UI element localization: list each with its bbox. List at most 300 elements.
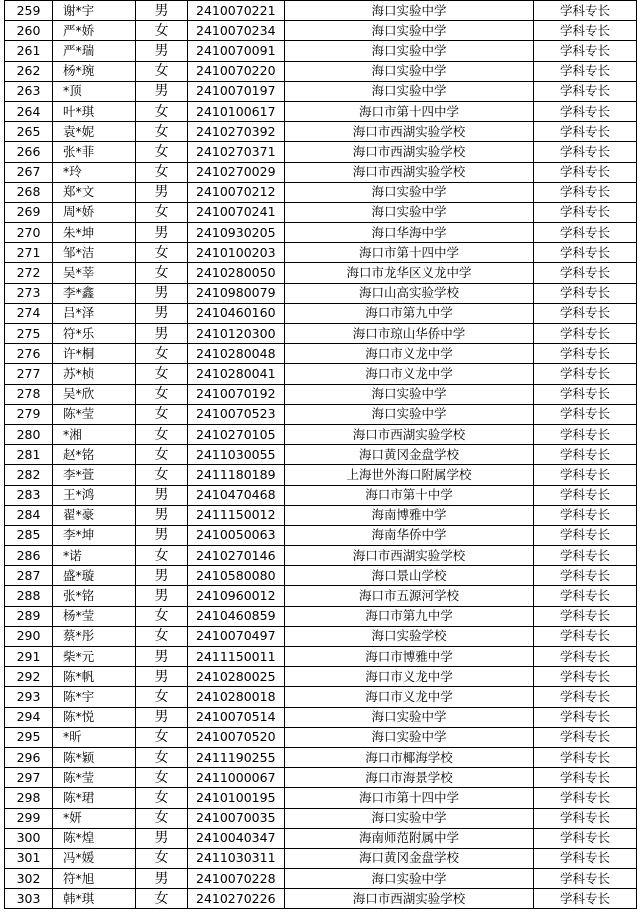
student-id-cell: 2410280048 — [188, 344, 285, 364]
category-cell: 学科专长 — [534, 606, 637, 626]
gender-cell: 女 — [136, 687, 188, 707]
school-cell: 海口实验中学 — [285, 727, 534, 747]
gender-cell: 男 — [136, 283, 188, 303]
gender-cell: 男 — [136, 828, 188, 848]
student-name-cell: 李*萱 — [53, 465, 136, 485]
row-number-cell: 271 — [5, 243, 53, 263]
gender-cell: 男 — [136, 41, 188, 61]
school-cell: 海口市义龙中学 — [285, 687, 534, 707]
school-cell: 海口市西湖实验学校 — [285, 162, 534, 182]
student-id-cell: 2410100203 — [188, 243, 285, 263]
student-name-cell: *妍 — [53, 808, 136, 828]
student-id-cell: 2410050063 — [188, 525, 285, 545]
row-number-cell: 287 — [5, 566, 53, 586]
student-name-cell: 袁*妮 — [53, 122, 136, 142]
student-id-cell: 2410120300 — [188, 324, 285, 344]
row-number-cell: 300 — [5, 828, 53, 848]
row-number-cell: 279 — [5, 404, 53, 424]
category-cell: 学科专长 — [534, 626, 637, 646]
student-id-cell: 2411030055 — [188, 445, 285, 465]
table-row — [5, 182, 637, 202]
student-name-cell: 许*桐 — [53, 344, 136, 364]
student-name-cell: 赵*铭 — [53, 445, 136, 465]
student-name-cell: 苏*桢 — [53, 364, 136, 384]
school-cell: 海口实验中学 — [285, 81, 534, 101]
school-cell: 海口市西湖实验学校 — [285, 889, 534, 909]
student-name-cell: 陈*莹 — [53, 768, 136, 788]
school-cell: 海口华海中学 — [285, 223, 534, 243]
student-id-cell: 2410070523 — [188, 404, 285, 424]
school-cell: 海口实验中学 — [285, 41, 534, 61]
category-cell: 学科专长 — [534, 223, 637, 243]
gender-cell: 男 — [136, 324, 188, 344]
row-number-cell: 259 — [5, 1, 53, 21]
school-cell: 海口市椰海学校 — [285, 747, 534, 767]
student-name-cell: *昕 — [53, 727, 136, 747]
student-name-cell: 符*旭 — [53, 869, 136, 889]
school-cell: 海口实验中学 — [285, 202, 534, 222]
school-cell: 海口山高实验学校 — [285, 283, 534, 303]
student-name-cell: 严*娇 — [53, 21, 136, 41]
category-cell: 学科专长 — [534, 263, 637, 283]
table-row — [5, 243, 637, 263]
student-name-cell: 吴*欣 — [53, 384, 136, 404]
table-row — [5, 344, 637, 364]
gender-cell: 女 — [136, 445, 188, 465]
table-row — [5, 707, 637, 727]
category-cell: 学科专长 — [534, 747, 637, 767]
table-row — [5, 324, 637, 344]
school-cell: 海口实验中学 — [285, 61, 534, 81]
school-cell: 海口实验中学 — [285, 1, 534, 21]
row-number-cell: 301 — [5, 848, 53, 868]
school-cell: 海口市西湖实验学校 — [285, 546, 534, 566]
student-id-cell: 2410270105 — [188, 424, 285, 444]
gender-cell: 女 — [136, 202, 188, 222]
school-cell: 海口实验中学 — [285, 21, 534, 41]
gender-cell: 男 — [136, 223, 188, 243]
gender-cell: 女 — [136, 788, 188, 808]
student-id-cell: 2410040347 — [188, 828, 285, 848]
student-id-cell: 2410270146 — [188, 546, 285, 566]
row-number-cell: 265 — [5, 122, 53, 142]
table-row — [5, 586, 637, 606]
gender-cell: 男 — [136, 505, 188, 525]
table-row — [5, 465, 637, 485]
gender-cell: 男 — [136, 182, 188, 202]
table-row — [5, 404, 637, 424]
student-id-cell: 2410470468 — [188, 485, 285, 505]
gender-cell: 女 — [136, 808, 188, 828]
student-name-cell: 陈*悦 — [53, 707, 136, 727]
school-cell: 海口市义龙中学 — [285, 364, 534, 384]
category-cell: 学科专长 — [534, 424, 637, 444]
row-number-cell: 266 — [5, 142, 53, 162]
school-cell: 海口市博雅中学 — [285, 647, 534, 667]
row-number-cell: 263 — [5, 81, 53, 101]
student-name-cell: 陈*宇 — [53, 687, 136, 707]
student-id-cell: 2411000067 — [188, 768, 285, 788]
school-cell: 海南华侨中学 — [285, 525, 534, 545]
student-name-cell: 符*乐 — [53, 324, 136, 344]
row-number-cell: 298 — [5, 788, 53, 808]
table-row — [5, 41, 637, 61]
table-row — [5, 687, 637, 707]
gender-cell: 男 — [136, 485, 188, 505]
category-cell: 学科专长 — [534, 566, 637, 586]
category-cell: 学科专长 — [534, 81, 637, 101]
row-number-cell: 276 — [5, 344, 53, 364]
student-name-cell: 柴*元 — [53, 647, 136, 667]
category-cell: 学科专长 — [534, 525, 637, 545]
category-cell: 学科专长 — [534, 707, 637, 727]
student-id-cell: 2410270226 — [188, 889, 285, 909]
student-id-cell: 2410070220 — [188, 61, 285, 81]
gender-cell: 女 — [136, 122, 188, 142]
student-id-cell: 2411190255 — [188, 747, 285, 767]
student-id-cell: 2411150011 — [188, 647, 285, 667]
school-cell: 海口实验中学 — [285, 182, 534, 202]
student-name-cell: 吴*莘 — [53, 263, 136, 283]
student-name-cell: 郑*文 — [53, 182, 136, 202]
student-id-cell: 2410280050 — [188, 263, 285, 283]
school-cell: 海口市海景学校 — [285, 768, 534, 788]
school-cell: 海口市龙华区义龙中学 — [285, 263, 534, 283]
student-name-cell: 杨*莹 — [53, 606, 136, 626]
row-number-cell: 267 — [5, 162, 53, 182]
category-cell: 学科专长 — [534, 727, 637, 747]
school-cell: 海口市第十中学 — [285, 485, 534, 505]
category-cell: 学科专长 — [534, 404, 637, 424]
category-cell: 学科专长 — [534, 1, 637, 21]
student-name-cell: 朱*坤 — [53, 223, 136, 243]
gender-cell: 男 — [136, 525, 188, 545]
gender-cell: 女 — [136, 61, 188, 81]
gender-cell: 女 — [136, 243, 188, 263]
row-number-cell: 269 — [5, 202, 53, 222]
category-cell: 学科专长 — [534, 101, 637, 121]
table-row — [5, 142, 637, 162]
school-cell: 海口黄冈金盘学校 — [285, 848, 534, 868]
table-body — [5, 1, 637, 909]
gender-cell: 女 — [136, 364, 188, 384]
category-cell: 学科专长 — [534, 21, 637, 41]
school-cell: 海口市第十四中学 — [285, 243, 534, 263]
student-id-cell: 2410960012 — [188, 586, 285, 606]
gender-cell: 男 — [136, 647, 188, 667]
student-name-cell: *顶 — [53, 81, 136, 101]
student-name-cell: 谢*宇 — [53, 1, 136, 21]
table-row — [5, 21, 637, 41]
table-row — [5, 303, 637, 323]
table-row — [5, 81, 637, 101]
gender-cell: 男 — [136, 586, 188, 606]
table-row — [5, 223, 637, 243]
category-cell: 学科专长 — [534, 788, 637, 808]
category-cell: 学科专长 — [534, 162, 637, 182]
student-id-cell: 2410070520 — [188, 727, 285, 747]
school-cell: 海口市义龙中学 — [285, 344, 534, 364]
student-name-cell: 冯*媛 — [53, 848, 136, 868]
table-row — [5, 162, 637, 182]
gender-cell: 女 — [136, 727, 188, 747]
school-cell: 海南师范附属中学 — [285, 828, 534, 848]
school-cell: 海口市西湖实验学校 — [285, 424, 534, 444]
category-cell: 学科专长 — [534, 202, 637, 222]
table-row — [5, 445, 637, 465]
table-row — [5, 101, 637, 121]
category-cell: 学科专长 — [534, 808, 637, 828]
table-row — [5, 122, 637, 142]
student-id-cell: 2410070234 — [188, 21, 285, 41]
gender-cell: 女 — [136, 162, 188, 182]
table-row — [5, 808, 637, 828]
table-row — [5, 828, 637, 848]
category-cell: 学科专长 — [534, 546, 637, 566]
row-number-cell: 294 — [5, 707, 53, 727]
gender-cell: 女 — [136, 142, 188, 162]
student-name-cell: 严*瑞 — [53, 41, 136, 61]
gender-cell: 女 — [136, 546, 188, 566]
table-row — [5, 505, 637, 525]
student-id-cell: 2410280018 — [188, 687, 285, 707]
table-row — [5, 283, 637, 303]
student-name-cell: 陈*珺 — [53, 788, 136, 808]
gender-cell: 男 — [136, 869, 188, 889]
gender-cell: 男 — [136, 566, 188, 586]
row-number-cell: 295 — [5, 727, 53, 747]
gender-cell: 女 — [136, 747, 188, 767]
table-row — [5, 788, 637, 808]
row-number-cell: 286 — [5, 546, 53, 566]
row-number-cell: 285 — [5, 525, 53, 545]
school-cell: 海口市义龙中学 — [285, 667, 534, 687]
student-id-cell: 2410070035 — [188, 808, 285, 828]
student-name-cell: 李*鑫 — [53, 283, 136, 303]
row-number-cell: 303 — [5, 889, 53, 909]
table-row — [5, 606, 637, 626]
gender-cell: 女 — [136, 768, 188, 788]
row-number-cell: 264 — [5, 101, 53, 121]
student-name-cell: 张*菲 — [53, 142, 136, 162]
student-id-cell: 2410930205 — [188, 223, 285, 243]
table-row — [5, 869, 637, 889]
student-list-table — [4, 0, 637, 909]
row-number-cell: 292 — [5, 667, 53, 687]
row-number-cell: 260 — [5, 21, 53, 41]
school-cell: 海口市西湖实验学校 — [285, 122, 534, 142]
category-cell: 学科专长 — [534, 41, 637, 61]
school-cell: 海口实验学校 — [285, 626, 534, 646]
gender-cell: 男 — [136, 667, 188, 687]
school-cell: 海口黄冈金盘学校 — [285, 445, 534, 465]
gender-cell: 女 — [136, 263, 188, 283]
category-cell: 学科专长 — [534, 61, 637, 81]
category-cell: 学科专长 — [534, 667, 637, 687]
student-name-cell: 陈*莹 — [53, 404, 136, 424]
student-id-cell: 2410270371 — [188, 142, 285, 162]
school-cell: 海口景山学校 — [285, 566, 534, 586]
school-cell: 海口市第九中学 — [285, 606, 534, 626]
row-number-cell: 281 — [5, 445, 53, 465]
student-id-cell: 2410070221 — [188, 1, 285, 21]
student-id-cell: 2410460160 — [188, 303, 285, 323]
student-id-cell: 2410280025 — [188, 667, 285, 687]
table-row — [5, 768, 637, 788]
student-name-cell: 周*娇 — [53, 202, 136, 222]
row-number-cell: 261 — [5, 41, 53, 61]
category-cell: 学科专长 — [534, 505, 637, 525]
student-name-cell: 陈*颖 — [53, 747, 136, 767]
row-number-cell: 296 — [5, 747, 53, 767]
table-row — [5, 546, 637, 566]
school-cell: 海口实验中学 — [285, 808, 534, 828]
student-name-cell: *玲 — [53, 162, 136, 182]
table-row — [5, 364, 637, 384]
category-cell: 学科专长 — [534, 303, 637, 323]
student-id-cell: 2410100617 — [188, 101, 285, 121]
row-number-cell: 302 — [5, 869, 53, 889]
row-number-cell: 268 — [5, 182, 53, 202]
row-number-cell: 297 — [5, 768, 53, 788]
student-id-cell: 2410100195 — [188, 788, 285, 808]
row-number-cell: 284 — [5, 505, 53, 525]
row-number-cell: 278 — [5, 384, 53, 404]
row-number-cell: 270 — [5, 223, 53, 243]
student-id-cell: 2410070212 — [188, 182, 285, 202]
row-number-cell: 262 — [5, 61, 53, 81]
row-number-cell: 291 — [5, 647, 53, 667]
row-number-cell: 272 — [5, 263, 53, 283]
category-cell: 学科专长 — [534, 465, 637, 485]
category-cell: 学科专长 — [534, 283, 637, 303]
category-cell: 学科专长 — [534, 869, 637, 889]
student-id-cell: 2410070497 — [188, 626, 285, 646]
student-id-cell: 2410070514 — [188, 707, 285, 727]
student-id-cell: 2410280041 — [188, 364, 285, 384]
category-cell: 学科专长 — [534, 243, 637, 263]
category-cell: 学科专长 — [534, 384, 637, 404]
gender-cell: 女 — [136, 889, 188, 909]
school-cell: 海口市琼山华侨中学 — [285, 324, 534, 344]
student-id-cell: 2410980079 — [188, 283, 285, 303]
gender-cell: 女 — [136, 384, 188, 404]
row-number-cell: 274 — [5, 303, 53, 323]
category-cell: 学科专长 — [534, 586, 637, 606]
student-name-cell: 李*坤 — [53, 525, 136, 545]
category-cell: 学科专长 — [534, 687, 637, 707]
student-id-cell: 2410070241 — [188, 202, 285, 222]
gender-cell: 女 — [136, 424, 188, 444]
school-cell: 海口实验中学 — [285, 869, 534, 889]
student-name-cell: *湘 — [53, 424, 136, 444]
row-number-cell: 273 — [5, 283, 53, 303]
student-name-cell: 邹*洁 — [53, 243, 136, 263]
category-cell: 学科专长 — [534, 324, 637, 344]
gender-cell: 女 — [136, 404, 188, 424]
student-name-cell: 盛*璇 — [53, 566, 136, 586]
school-cell: 海口实验中学 — [285, 707, 534, 727]
table-row — [5, 889, 637, 909]
student-id-cell: 2410580080 — [188, 566, 285, 586]
table-row — [5, 667, 637, 687]
student-id-cell: 2410270029 — [188, 162, 285, 182]
school-cell: 海口市第十四中学 — [285, 788, 534, 808]
school-cell: 上海世外海口附属学校 — [285, 465, 534, 485]
school-cell: 海口市第九中学 — [285, 303, 534, 323]
table-row — [5, 525, 637, 545]
category-cell: 学科专长 — [534, 122, 637, 142]
table-row — [5, 1, 637, 21]
table-row — [5, 647, 637, 667]
category-cell: 学科专长 — [534, 848, 637, 868]
student-name-cell: 王*鸿 — [53, 485, 136, 505]
table-row — [5, 848, 637, 868]
student-name-cell: 吕*泽 — [53, 303, 136, 323]
category-cell: 学科专长 — [534, 142, 637, 162]
table-row — [5, 485, 637, 505]
row-number-cell: 275 — [5, 324, 53, 344]
gender-cell: 女 — [136, 606, 188, 626]
school-cell: 海南博雅中学 — [285, 505, 534, 525]
table-row — [5, 202, 637, 222]
row-number-cell: 282 — [5, 465, 53, 485]
student-id-cell: 2410460859 — [188, 606, 285, 626]
row-number-cell: 288 — [5, 586, 53, 606]
student-id-cell: 2410070228 — [188, 869, 285, 889]
category-cell: 学科专长 — [534, 344, 637, 364]
category-cell: 学科专长 — [534, 889, 637, 909]
student-id-cell: 2411030311 — [188, 848, 285, 868]
row-number-cell: 293 — [5, 687, 53, 707]
category-cell: 学科专长 — [534, 828, 637, 848]
student-id-cell: 2410070091 — [188, 41, 285, 61]
school-cell: 海口实验中学 — [285, 384, 534, 404]
gender-cell: 女 — [136, 848, 188, 868]
row-number-cell: 277 — [5, 364, 53, 384]
school-cell: 海口市第十四中学 — [285, 101, 534, 121]
school-cell: 海口市五源河学校 — [285, 586, 534, 606]
row-number-cell: 283 — [5, 485, 53, 505]
gender-cell: 男 — [136, 1, 188, 21]
student-name-cell: 陈*煌 — [53, 828, 136, 848]
table-row — [5, 566, 637, 586]
row-number-cell: 289 — [5, 606, 53, 626]
category-cell: 学科专长 — [534, 768, 637, 788]
table-row — [5, 424, 637, 444]
gender-cell: 女 — [136, 101, 188, 121]
category-cell: 学科专长 — [534, 485, 637, 505]
student-name-cell: 张*铭 — [53, 586, 136, 606]
category-cell: 学科专长 — [534, 647, 637, 667]
student-name-cell: 翟*豪 — [53, 505, 136, 525]
row-number-cell: 290 — [5, 626, 53, 646]
student-id-cell: 2410070197 — [188, 81, 285, 101]
school-cell: 海口实验中学 — [285, 404, 534, 424]
student-name-cell: 韩*琪 — [53, 889, 136, 909]
table-row — [5, 263, 637, 283]
category-cell: 学科专长 — [534, 445, 637, 465]
gender-cell: 男 — [136, 81, 188, 101]
row-number-cell: 299 — [5, 808, 53, 828]
row-number-cell: 280 — [5, 424, 53, 444]
gender-cell: 女 — [136, 344, 188, 364]
student-id-cell: 2411150012 — [188, 505, 285, 525]
gender-cell: 女 — [136, 465, 188, 485]
student-name-cell: 杨*琬 — [53, 61, 136, 81]
gender-cell: 男 — [136, 303, 188, 323]
gender-cell: 女 — [136, 21, 188, 41]
